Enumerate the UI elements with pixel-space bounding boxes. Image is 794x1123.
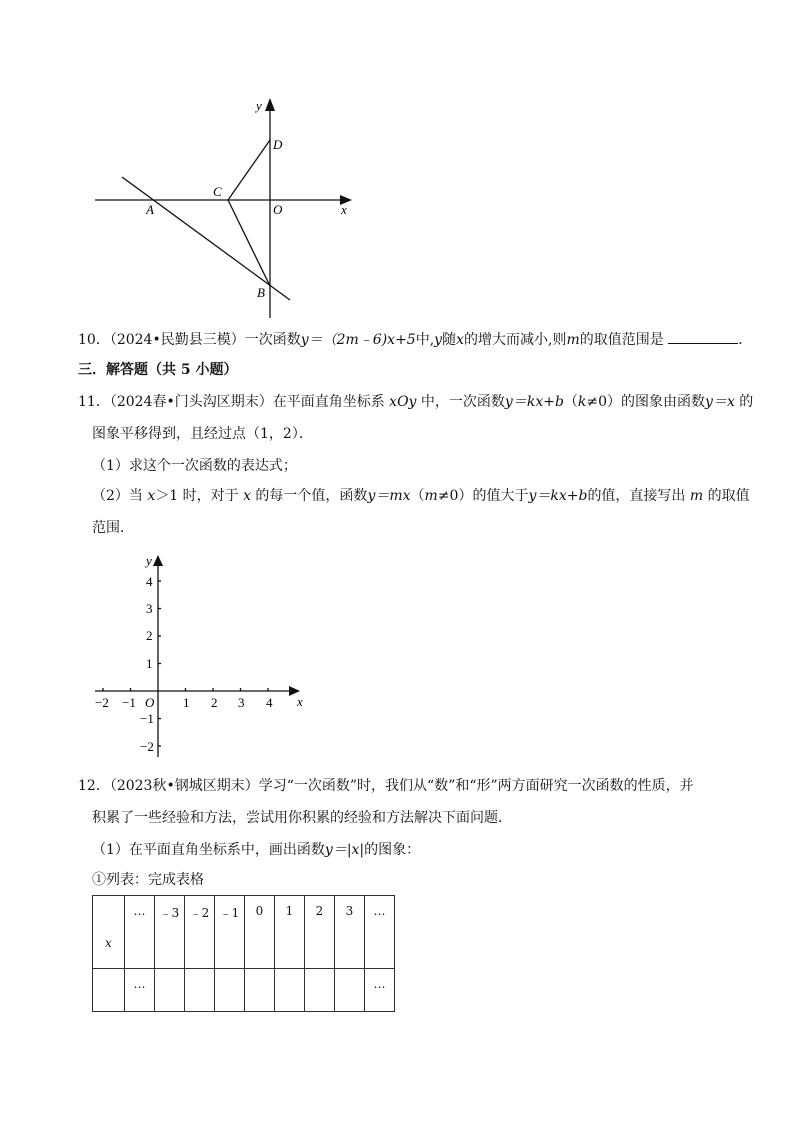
question-11-line-1 bbox=[78, 392, 753, 412]
point-o-label: O bbox=[273, 202, 283, 217]
q11-text-c: （ bbox=[563, 394, 578, 410]
q11-source: （2024春•门头沟区期末） bbox=[109, 394, 273, 410]
q12p1-a: （1）在平面直角坐标系中，画出函数 bbox=[92, 842, 325, 858]
q12-number: 12． bbox=[78, 778, 110, 794]
q10-var-y: y bbox=[434, 332, 443, 348]
table-cell: ﹣2 bbox=[185, 896, 215, 969]
q11p2-d: （ bbox=[410, 488, 425, 504]
segment-cd bbox=[228, 140, 270, 200]
table-x-label: x bbox=[105, 936, 112, 950]
question-11-part-1: （1）求这个一次函数的表达式； bbox=[92, 458, 297, 474]
table-answer-cell[interactable] bbox=[215, 969, 245, 1012]
q10-var-x: x bbox=[456, 332, 464, 348]
question-11-line-2: 图象平移得到，且经过点（1，2）． bbox=[92, 426, 313, 442]
table-row bbox=[93, 896, 395, 969]
line-ab bbox=[122, 177, 290, 300]
q11p2-eq2: y＝kx+b bbox=[528, 488, 588, 504]
q11p2-b: ＞1 时，对于 bbox=[155, 488, 244, 504]
grid-x-tick-label: 3 bbox=[238, 695, 245, 710]
grid-x-tick-label: 1 bbox=[183, 695, 190, 710]
q11p2-f: 的值，直接写出 bbox=[587, 488, 690, 504]
table-cell: 0 bbox=[245, 896, 275, 969]
q10-text-d: 随 bbox=[442, 332, 457, 348]
q10-text: 一次函数 bbox=[244, 332, 301, 348]
question-12-line-1 bbox=[78, 776, 694, 796]
q10-number: 10． bbox=[78, 332, 110, 348]
q12-source: （2023秋•钢城区期末） bbox=[109, 778, 259, 794]
q12p1-eq: y＝|x| bbox=[324, 842, 365, 858]
table-cell: ﹣1 bbox=[215, 896, 245, 969]
segment-cb bbox=[228, 200, 270, 286]
question-10 bbox=[78, 329, 752, 350]
grid-y-tick-label: 3 bbox=[146, 601, 153, 616]
grid-y-tick-label: 2 bbox=[146, 628, 153, 643]
q10-end: ． bbox=[738, 332, 753, 348]
fig1-y-label: y bbox=[256, 98, 262, 113]
point-d-label: D bbox=[273, 137, 283, 152]
q11-xoy: xOy bbox=[389, 394, 417, 410]
table-cell: 2 bbox=[305, 896, 335, 969]
grid-y-label: y bbox=[146, 553, 152, 568]
q11p2-x: x bbox=[147, 488, 156, 504]
point-c-label: C bbox=[213, 184, 222, 199]
q11-equation: y＝kx+b bbox=[504, 394, 564, 410]
table-answer-cell[interactable] bbox=[275, 969, 305, 1012]
q10-answer-blank[interactable] bbox=[668, 329, 738, 344]
table-cell: 1 bbox=[275, 896, 305, 969]
q10-var-m: m bbox=[566, 332, 580, 348]
q10-equation: y＝（2m﹣6)x+5 bbox=[300, 332, 416, 348]
q10-text-b: 中, bbox=[415, 332, 435, 348]
q11p2-eq: y＝mx bbox=[367, 488, 411, 504]
table-answer-cell[interactable] bbox=[245, 969, 275, 1012]
table-row bbox=[93, 969, 395, 1012]
fig1-x-label: x bbox=[341, 202, 347, 217]
table-answer-cell[interactable] bbox=[335, 969, 365, 1012]
grid-x-tick-label: 2 bbox=[211, 695, 218, 710]
q11p2-m: m bbox=[424, 488, 438, 504]
table-cell: ﹣3 bbox=[155, 896, 185, 969]
table-answer-cell[interactable] bbox=[155, 969, 185, 1012]
value-table bbox=[92, 895, 395, 1012]
table-answer-cell[interactable] bbox=[185, 969, 215, 1012]
q11-equation-2: y＝x bbox=[705, 394, 735, 410]
question-12-step-1: ①列表：完成表格 bbox=[92, 872, 204, 888]
point-b-label: B bbox=[257, 285, 265, 300]
q11p2-g: 的取值 bbox=[703, 488, 750, 504]
coordinate-grid bbox=[90, 550, 310, 760]
question-11-part-2 bbox=[92, 486, 750, 506]
grid-x-label: x bbox=[297, 694, 303, 709]
q12-text: 学习“一次函数”时，我们从“数”和“形”两方面研究一次函数的性质，并 bbox=[258, 778, 694, 794]
q11-text-a: 在平面直角坐标系 bbox=[272, 394, 390, 410]
table-cell: … bbox=[125, 969, 155, 1012]
point-a-label: A bbox=[146, 202, 154, 217]
q11-text-e: 的 bbox=[734, 394, 754, 410]
q10-source: （2024•民勤县三模） bbox=[109, 332, 245, 348]
question-12-part-1 bbox=[92, 840, 420, 860]
table-answer-cell[interactable] bbox=[305, 969, 335, 1012]
q11-var-k: k bbox=[577, 394, 587, 410]
grid-y-tick-label: 1 bbox=[146, 656, 153, 671]
q11p2-e: ≠0）的值大于 bbox=[437, 488, 529, 504]
grid-origin-label: O bbox=[145, 695, 155, 710]
q10-text-h: 的取值范围是 bbox=[579, 332, 664, 348]
q11-text-d: ≠0）的图象由函数 bbox=[586, 394, 706, 410]
table-cell-y-label bbox=[93, 969, 125, 1012]
q11-text-b: 中，一次函数 bbox=[416, 394, 505, 410]
table-cell: 3 bbox=[335, 896, 365, 969]
grid-y-tick-label: 4 bbox=[146, 574, 153, 589]
grid-y-arrow bbox=[153, 555, 163, 566]
q11p2-c: 的每一个值，函数 bbox=[250, 488, 368, 504]
q10-text-f: 的增大而减小,则 bbox=[464, 332, 567, 348]
figure-triangle-diagram bbox=[90, 95, 370, 320]
y-axis-arrow bbox=[265, 98, 275, 111]
table-cell: … bbox=[125, 896, 155, 969]
question-11-part-2-line-2: 范围． bbox=[92, 520, 134, 536]
q11p2-x2: x bbox=[243, 488, 251, 504]
question-12-line-2: 积累了一些经验和方法，尝试用你积累的经验和方法解决下面问题． bbox=[92, 810, 512, 826]
table-cell: … bbox=[365, 969, 395, 1012]
table-cell-x-label bbox=[93, 896, 125, 969]
q12p1-b: 的图象： bbox=[364, 842, 421, 858]
q11p2-a: （2）当 bbox=[92, 488, 148, 504]
q11p2-m2: m bbox=[689, 488, 704, 504]
section-3-heading: 三．解答题（共 5 小题） bbox=[78, 362, 238, 378]
table-cell: … bbox=[365, 896, 395, 969]
grid-y-tick-label: −2 bbox=[140, 739, 154, 754]
grid-x-tick-label: −1 bbox=[122, 695, 136, 710]
grid-x-tick-label: −2 bbox=[95, 695, 109, 710]
grid-y-tick-label: −1 bbox=[140, 711, 154, 726]
grid-x-tick-label: 4 bbox=[266, 695, 273, 710]
q11-number: 11． bbox=[78, 394, 110, 410]
